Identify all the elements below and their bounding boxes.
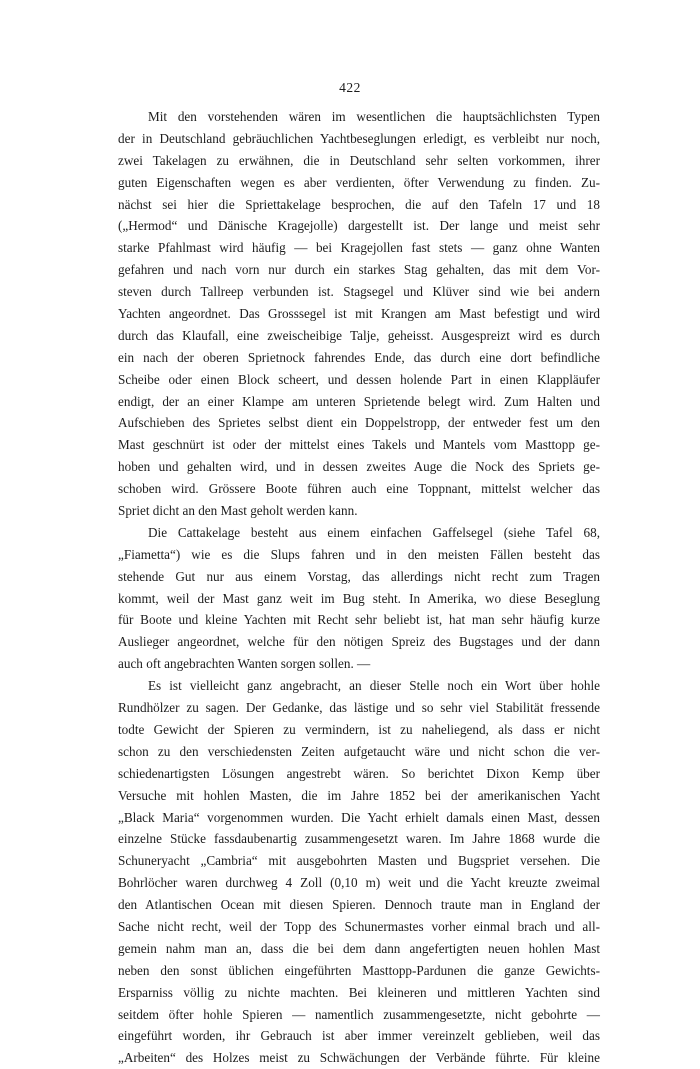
text-line: der in Deutschland gebräuchlichen Yachtbeseglungen erledigt, es verbleibt nur noch,	[118, 130, 600, 146]
text-line: kommt, weil der Mast ganz weit im Bug steht. In Amerika, wo diese Beseglung	[118, 590, 600, 606]
text-line: starke Pfahlmast wird häufig — bei Kragejollen fast stets — ganz ohne Wanten	[118, 240, 600, 256]
text-line: Scheibe oder einen Block scheert, und dessen holende Part in einen Klappläufer	[118, 371, 600, 387]
text-line: guten Eigenschaften wegen es aber verdienten, öfter Verwendung zu finden. Zu-	[118, 174, 600, 190]
text-line: schoben wird. Grössere Boote führen auch eine Toppnant, mittelst welcher das	[118, 481, 600, 497]
text-line: Auslieger angeordnet, welche für den nötigen Spreiz des Bugstages und der dann	[118, 634, 600, 650]
text-line: ein nach der oberen Sprietnock fahrendes Ende, das durch eine dort befindliche	[118, 349, 600, 365]
text-line: Mast geschnürt ist oder der mittelst eines Takels und Mantels vom Masttopp ge-	[118, 437, 600, 453]
text-line: gemein nahm man an, dass die bei dem dann angefertigten neuen hohlen Mast	[118, 940, 600, 956]
text-line: („Hermod“ und Dänische Kragejolle) dargestellt ist. Der lange und meist sehr	[118, 218, 600, 234]
text-line: Spriet dicht an den Mast geholt werden kann.	[118, 503, 358, 519]
text-line: gefahren und nach vorn nur durch ein starkes Stag gehalten, das mit dem Vor-	[118, 262, 600, 278]
text-line: neben den sonst üblichen eingeführten Masttopp-Pardunen die ganze Gewichts-	[118, 962, 600, 978]
text-line: hoben und gehalten wird, und in dessen zweites Auge die Nock des Spriets ge-	[118, 459, 600, 475]
text-line: todte Gewicht der Spieren zu vermindern, ist zu naheliegend, als dass er nicht	[118, 721, 600, 737]
text-line: Schuneryacht „Cambria“ mit ausgebohrten Masten und Bugspriet versehen. Die	[118, 853, 600, 869]
body-text	[118, 106, 600, 1069]
text-line: stehende Gut nur aus einem Vorstag, das allerdings nicht recht zum Tragen	[118, 568, 600, 584]
text-line: endigt, der an einer Klampe am unteren Sprietende belegt wird. Zum Halten und	[118, 393, 600, 409]
text-line: Rundhölzer zu sagen. Der Gedanke, das lästige und so sehr viel Stabilität fressende	[118, 700, 600, 716]
text-line: nächst sei hier die Spriettakelage besprochen, die auf den Tafeln 17 und 18	[118, 196, 600, 212]
text-line: schon zu den verschiedensten Zeiten aufgetaucht wäre und nicht schon die ver-	[118, 743, 600, 759]
text-line: „Fiametta“) wie es die Slups fahren und in den meisten Fällen besteht das	[118, 546, 600, 562]
text-line: Ersparniss völlig zu nichte machten. Bei kleineren und mittleren Yachten sind	[118, 984, 600, 1000]
text-line: Es ist vielleicht ganz angebracht, an dieser Stelle noch ein Wort über hohle	[148, 678, 600, 694]
text-line: schiedenartigsten Lösungen angestrebt wären. So berichtet Dixon Kemp über	[118, 765, 600, 781]
text-line: Yachten angeordnet. Das Grosssegel ist mit Krangen am Mast befestigt und wird	[118, 306, 600, 322]
text-line: zwei Takelagen zu erwähnen, die in Deutschland sehr selten vorkommen, ihrer	[118, 152, 600, 168]
text-line: Bohrlöcher waren durchweg 4 Zoll (0,10 m) weit und die Yacht kreuzte zweimal	[118, 875, 600, 891]
text-line: Sache nicht recht, weil der Topp des Schunermastes vorher einmal brach und all-	[118, 918, 600, 934]
text-line: durch das Klaufall, eine zweischeibige Talje, geheisst. Ausgespreizt wird es durch	[118, 327, 600, 343]
page-number: 422	[339, 80, 361, 95]
text-line: „Arbeiten“ des Holzes meist zu Schwächungen der Verbände führte. Für kleine	[118, 1050, 600, 1066]
text-line: seitdem öfter hohle Spieren — namentlich zusammengesetzte, nicht gebohrte —	[118, 1006, 600, 1022]
paragraph	[118, 106, 600, 522]
text-line: steven durch Tallreep verbunden ist. Stagsegel und Klüver sind wie bei andern	[118, 284, 600, 300]
text-line: Die Cattakelage besteht aus einem einfachen Gaffelsegel (siehe Tafel 68,	[148, 524, 600, 540]
text-line: einzelne Stücke fassdaubenartig zusammengesetzt waren. Im Jahre 1868 wurde die	[118, 831, 600, 847]
text-line: Mit den vorstehenden wären im wesentlichen die hauptsächlichsten Typen	[148, 109, 600, 124]
text-line: Versuche mit hohlen Masten, die im Jahre 1852 bei der amerikanischen Yacht	[118, 787, 600, 803]
text-line: den Atlantischen Ocean mit diesen Spieren. Dennoch traute man in England der	[118, 897, 600, 913]
text-line: „Black Maria“ vorgenommen wurden. Die Yacht erhielt damals einen Mast, dessen	[118, 809, 600, 825]
paragraph	[118, 522, 600, 675]
text-line: Aufschieben des Sprietes selbst dient ein Doppelstropp, der entweder fest um den	[118, 415, 600, 431]
text-line: für Boote und kleine Yachten mit Recht sehr beliebt ist, hat man sehr häufig kurze	[118, 612, 600, 628]
paragraph	[118, 675, 600, 1069]
text-line: eingeführt worden, ihr Gebrauch ist aber immer vereinzelt geblieben, weil das	[118, 1028, 600, 1044]
text-line: auch oft angebrachten Wanten sorgen sollen. —	[118, 656, 371, 672]
